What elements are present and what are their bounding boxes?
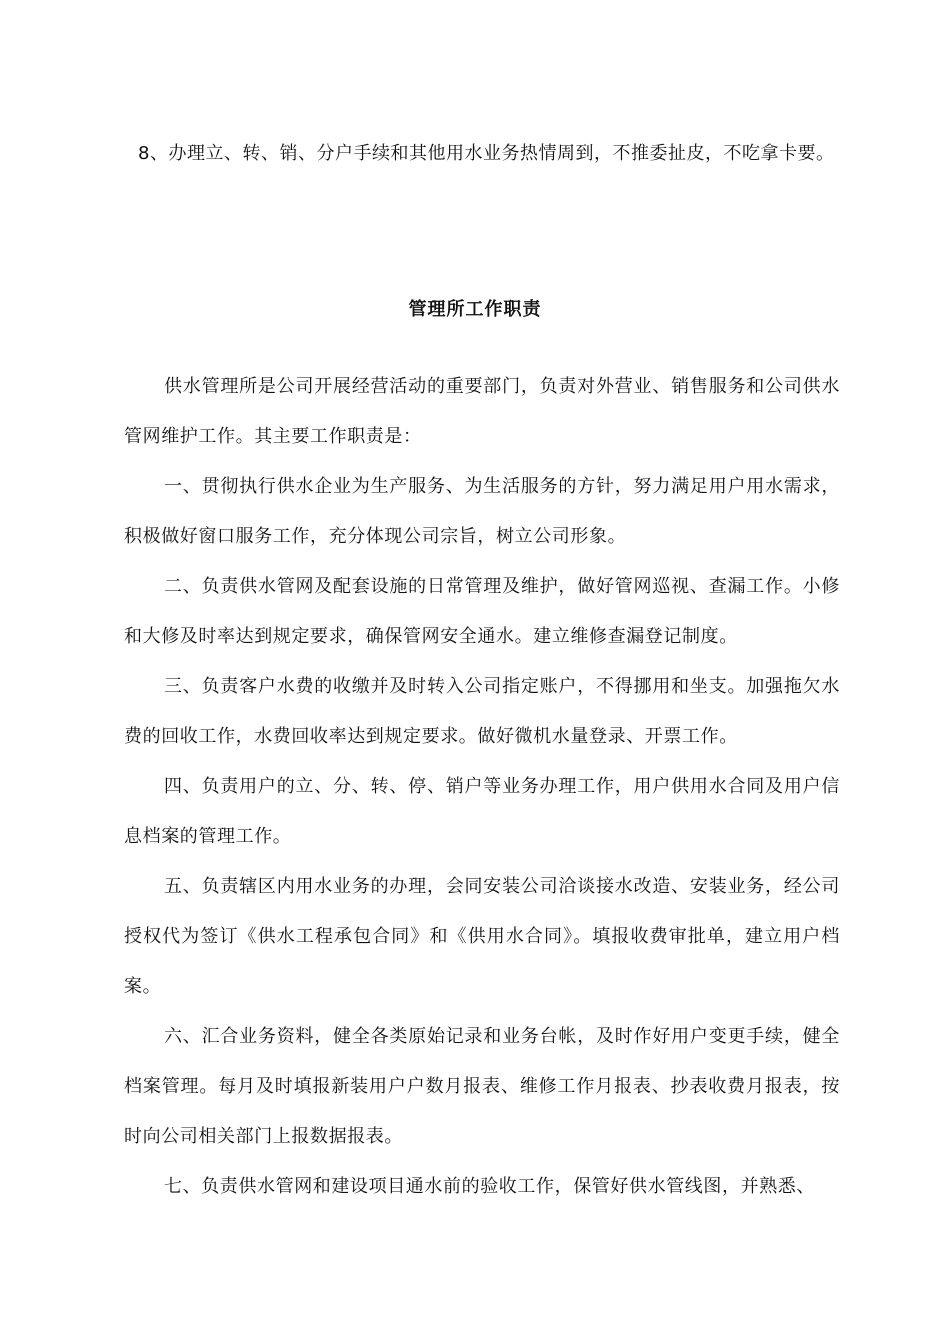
duty-5-paragraph: 五、负责辖区内用水业务的办理，会同安装公司洽谈接水改造、安装业务，经公司授权代为签订《供水工程承包合同》和《供用水合同》。填报收费审批单，建立用户档案。 <box>124 876 840 997</box>
intro-paragraph: 供水管理所是公司开展经营活动的重要部门，负责对外营业、销售服务和公司供水管网维护工作。其主要工作职责是： <box>124 376 840 447</box>
duty-1-paragraph: 一、贯彻执行供水企业为生产服务、为生活服务的方针，努力满足用户用水需求，积极做好窗口服务工作，充分体现公司宗旨，树立公司形象。 <box>124 476 840 547</box>
section-title: 管理所工作职责 <box>408 299 542 320</box>
duty-7-paragraph: 七、负责供水管网和建设项目通水前的验收工作，保管好供水管线图，并熟悉、 <box>164 1176 815 1197</box>
duty-2-paragraph: 二、负责供水管网及配套设施的日常管理及维护，做好管网巡视、查漏工作。小修和大修及时率达到规定要求，确保管网安全通水。建立维修查漏登记制度。 <box>124 576 840 647</box>
section-body <box>124 362 840 1212</box>
duty-4-paragraph: 四、负责用户的立、分、转、停、销户等业务办理工作，用户供用水合同及用户信息档案的管理工作。 <box>124 776 840 847</box>
duty-3-paragraph: 三、负责客户水费的收缴并及时转入公司指定账户，不得挪用和坐支。加强拖欠水费的回收工作，水费回收率达到规定要求。做好微机水量登录、开票工作。 <box>124 676 840 747</box>
item-8-text: 8、办理立、转、销、分户手续和其他用水业务热情周到，不推委扯皮，不吃拿卡要。 <box>138 143 835 164</box>
duty-6-paragraph: 六、汇合业务资料，健全各类原始记录和业务台帐，及时作好用户变更手续，健全档案管理。每月及时填报新装用户户数月报表、维修工作月报表、抄表收费月报表，按时向公司相关部门上报数据报表。 <box>124 1026 840 1147</box>
